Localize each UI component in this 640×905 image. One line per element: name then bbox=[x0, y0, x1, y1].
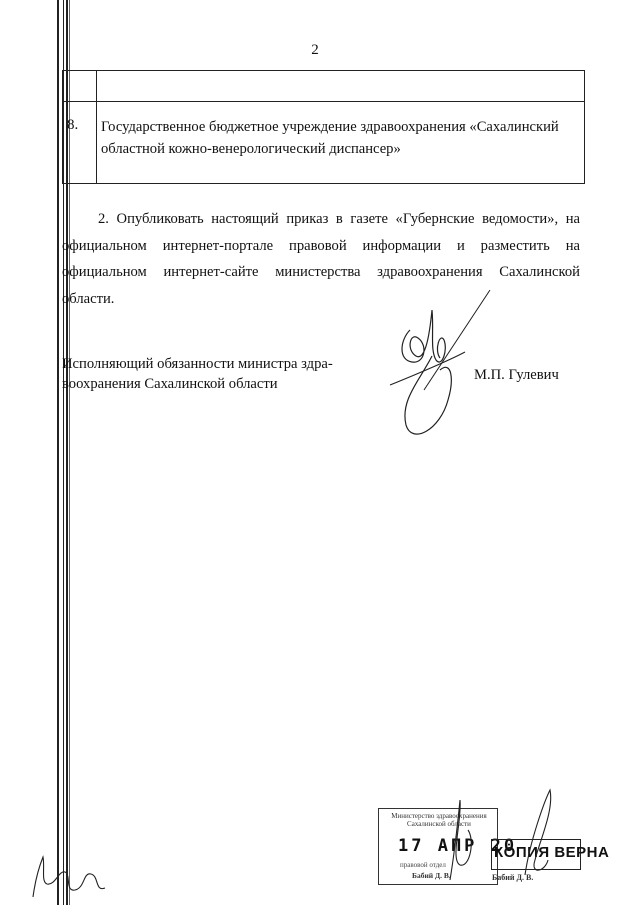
stamp-person: Бабий Д. В. bbox=[412, 871, 451, 880]
table-column-divider bbox=[96, 71, 97, 183]
copy-stamp-label: КОПИЯ ВЕРНА bbox=[494, 844, 610, 861]
signatory-title-line1: Исполняющий обязанности министра здра- bbox=[62, 356, 333, 372]
page-number: 2 bbox=[311, 42, 319, 58]
paragraph bbox=[62, 206, 580, 312]
table-row-number: 8. bbox=[67, 117, 79, 133]
binding-line bbox=[57, 0, 59, 905]
table-row-divider bbox=[63, 101, 584, 102]
signatory-title bbox=[62, 354, 352, 394]
stamp-signature-image bbox=[430, 780, 580, 890]
signatory-title-line2: воохранения Сахалинской области bbox=[62, 376, 278, 392]
signatory-name: М.П. Гулевич bbox=[474, 367, 559, 383]
copy-stamp-person: Бабий Д. В. bbox=[492, 873, 534, 882]
stamp-department: правовой отдел bbox=[400, 861, 446, 869]
table-row-text: Государственное бюджетное учреждение здравоохранения «Сахалинский областной кожно-венерологический диспансер» bbox=[101, 119, 559, 157]
stamp-org-line2: Сахалинской области bbox=[407, 820, 471, 828]
signature-image bbox=[370, 290, 500, 450]
stamp-date: 17 АПР 20 bbox=[398, 836, 518, 856]
initials-image bbox=[25, 852, 115, 902]
paragraph-text: 2. Опубликовать настоящий приказ в газете «Губернские ведомости», на официальном интернет-портале правовой информации и разместить на официальном интернет-сайте министерства здравоохранения Сахалинской области. bbox=[62, 211, 580, 307]
list-table bbox=[62, 70, 585, 184]
stamp-org-line1: Министерство здравоохранения bbox=[391, 812, 487, 820]
